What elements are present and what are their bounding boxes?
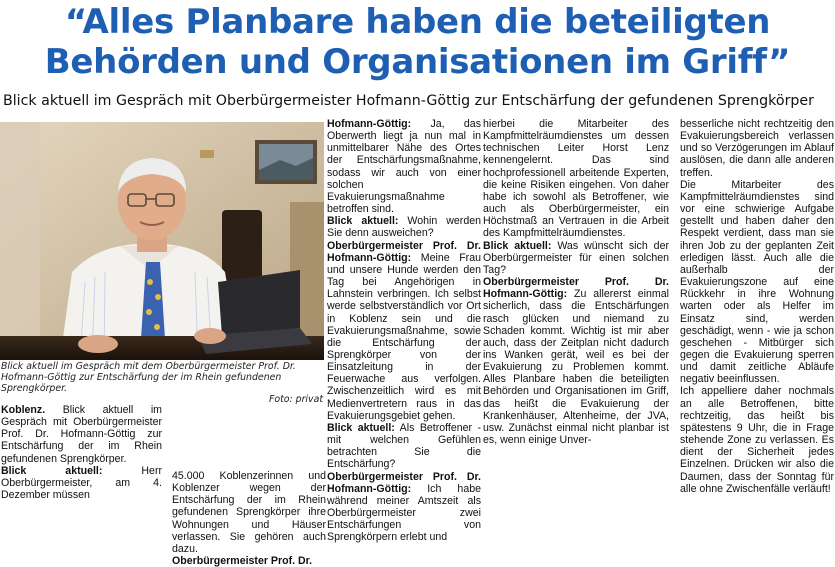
photo-illustration <box>0 122 324 360</box>
subtitle: Blick aktuell im Gespräch mit Oberbürgermeister Hofmann-Göttig zur Entschärfung der gefundenen Sprengkörper <box>3 93 814 109</box>
speaker-label: Oberbürgermeister Prof. Dr. Hofmann-Göttig: <box>327 239 481 264</box>
paragraph-text: Ja, das Oberwerth liegt ja nun mal in unmittelbarer Nähe des Ortes der Entschärfungsmaßnahme, sodass wir auch von einer solchen Evakuierungsmaßnahme betroffen sind. <box>327 118 481 216</box>
interview-photo <box>0 122 324 360</box>
paragraph-text: hierbei die Mitarbeiter des Kampfmittelräumdienstes um dessen technischen Leiter Horst Lenz kennengelernt. Das sind hochprofessionell arbeitende Experten, die keine Risiken eingehen. Von daher habe ich sowohl als Betroffener, wie auch als Oberbürgermeister, ein Höchstmaß an Vertrauen in die Arbeit des Kampfmittelräumdienstes. <box>483 118 669 240</box>
speaker-label: Blick aktuell: <box>483 239 552 252</box>
speaker-label: Oberbürgermeister Prof. Dr. Hofmann-Göttig: <box>483 276 669 301</box>
paragraph <box>327 240 481 422</box>
paragraph-text: Meine Frau und unsere Hunde werden den Tag bei Angehörigen in Lahnstein verbringen. Ich selbst werde selbstverständlich vor Ort in Koblenz sein und die Evakuierungsmaßnahme, sowie die Entschärfung der Sprengkörper von der Einsatzleitung in der Feuerwache aus verfolgen. Zwischenzeitlich wird es mit Medienvertretern raus in das Evakuierungsgebiet gehen. <box>327 251 481 422</box>
paragraph <box>327 215 481 239</box>
paragraph-text: Ich habe während meiner Amtszeit als Oberbürgermeister zwei Entschärfungen von Sprengkörpern erlebt und <box>327 482 481 544</box>
speaker-label: Oberbürgermeister Prof. Dr. <box>172 555 313 567</box>
paragraph-text: Was wünscht sich der Oberbürgermeister für einen solchen Tag? <box>483 239 669 276</box>
article-column-3 <box>327 118 481 543</box>
speaker-label: Hofmann-Göttig: <box>327 118 412 130</box>
paragraph <box>483 240 669 276</box>
speaker-label: Blick aktuell: <box>327 215 399 228</box>
paragraph-text: 45.000 Koblenzerinnen und Koblenzer wegen der Entschärfung der im Rhein gefundenen Sprengkörper ihre Wohnungen und Häuser verlassen. Sie gehören auch dazu. <box>172 470 326 555</box>
paragraph <box>1 404 162 465</box>
headline <box>0 2 835 82</box>
speaker-label: Blick aktuell: <box>327 421 395 434</box>
paragraph-text: Die Mitarbeiter des Kampfmittelräumdienstes sind vor eine schwierige Aufgabe gestellt und haben daher den Respekt verdient, dass man sie ihren Job zu der geplanten Zeit erledigen lässt. Auch alle die außerhalb der Evakuierungszone auf eine Rückkehr in ihre Wohnung warten oder als Helfer im Einsatz sind, werden geschädigt, wenn - wie ja schon geschehen - Mitbürger sich gegen die Evakuierung sperren und damit zeitliche Abläufe negativ beeinflussen. <box>680 178 834 386</box>
article-column-1 <box>1 404 162 501</box>
photo-caption: Blick aktuell im Gespräch mit dem Oberbürgermeister Prof. Dr. Hofmann-Göttig zur Entschärfung der im Rhein gefundenen Sprengkörper. <box>1 361 296 394</box>
paragraph-text: Wohin werden Sie denn ausweichen? <box>327 215 482 240</box>
speaker-label: Blick aktuell: <box>1 464 103 477</box>
paragraph-text: Ich appelliere daher nochmals an alle Betroffenen, bitte rechtzeitig, das heißt bis spätestens 9 Uhr, die in Frage stehende Zone zu verlassen. Es dient der Sicherheit jedes Einzelnen. Drücken wir also die Daumen, dass der Sonntag für alle ohne Zwischenfälle verläuft! <box>680 385 834 495</box>
article-column-4 <box>483 118 669 446</box>
paragraph-text: Herr Oberbürgermeister, am 4. Dezember müssen <box>1 464 162 502</box>
paragraph <box>327 471 481 544</box>
photo-credit: Foto: privat <box>268 394 323 405</box>
headline-line-2: Behörden und Organisationen im Griff” <box>44 42 791 82</box>
paragraph-text: Blick aktuell im Gespräch mit Oberbürgermeister Prof. Dr. Hofmann-Göttig zur Entschärfung der im Rhein gefundenen Sprengkörper. <box>1 404 162 465</box>
paragraph <box>1 465 162 501</box>
headline-line-1: “Alles Planbare haben die beteiligten <box>64 2 771 42</box>
photo-caption-block <box>1 361 323 405</box>
paragraph <box>327 118 481 215</box>
paragraph-text: Zu allererst einmal sicherlich, dass die Entschärfungen rasch glücken und niemand zu Schaden kommt. Wichtig ist mir aber auch, dass der Zeitplan nicht dadurch ins Wanken gerät, weil es bei der Evakuierung zu Problemen kommt. Alles Planbare haben die beteiligten Behörden und Organisationen im Griff, das heißt die Evakuierung der Krankenhäuser, Altenheime, der JVA, usw. Zunächst einmal nicht planbar ist es, wenn einige Unver- <box>483 288 669 447</box>
paragraph <box>327 422 481 471</box>
speaker-label: Oberbürgermeister Prof. Dr. Hofmann-Göttig: <box>327 470 481 495</box>
paragraph <box>483 276 669 446</box>
paragraph-text: besserliche nicht rechtzeitig den Evakuierungsbereich verlassen und so Verzögerungen im Ablauf auslösen, die dann alle anderen treffen. <box>680 118 834 179</box>
dateline: Koblenz. <box>1 404 46 416</box>
paragraph-text: Als Betroffener - mit welchen Gefühlen betrachten Sie die Entschärfung? <box>327 421 481 471</box>
article-column-2 <box>172 470 326 567</box>
article-column-5 <box>680 118 834 495</box>
